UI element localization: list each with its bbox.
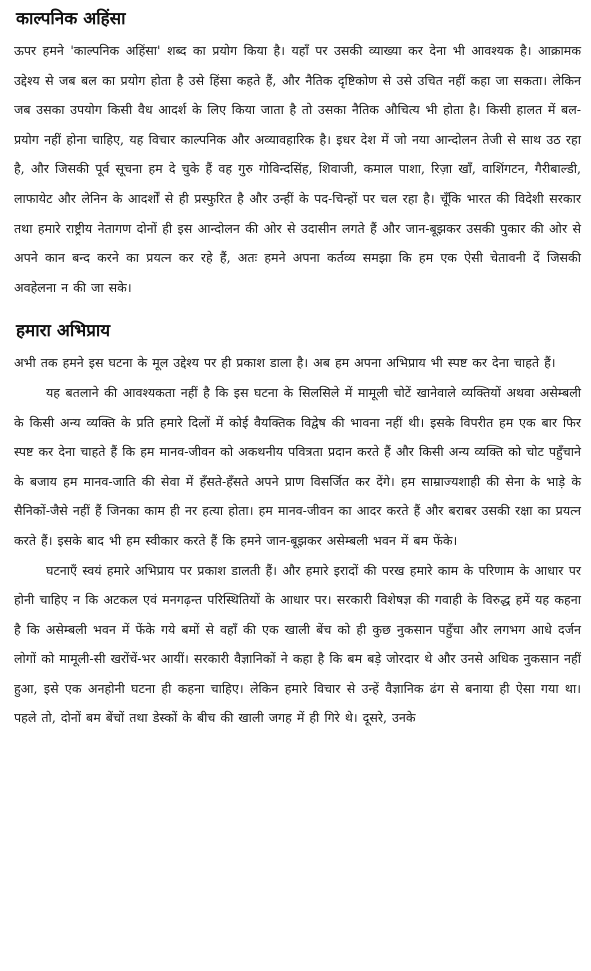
section-heading-imaginary-nonviolence: काल्पनिक अहिंसा — [16, 9, 126, 29]
paragraph-no-personal-malice: यह बतलाने की आवश्यकता नहीं है कि इस घटना के सिलसिले में मामूली चोटें खानेवाले व्यक्तियों अथवा असेम्बली के किसी अन्य व्यक्ति के प्रति हमारे दिलों में कोई वैयक्तिक विद्वेष की भावना नहीं थी। इसके विपरीत हम एक बार फिर स्पष्ट कर देना चाहते हैं कि हम मानव-जीवन को अकथनीय पवित्रता प्रदान करते हैं और किसी अन्य व्यक्ति को चोट पहुँचाने के बजाय हम मानव-जाति की सेवा में हँसते-हँसते अपने प्राण विसर्जित कर देंगे। हम साम्राज्यशाही की सेना के भाड़े के सैनिकों-जैसे नहीं हैं जिनका काम ही नर हत्या होता। हम मानव-जीवन का आदर करते हैं और बराबर उसकी रक्षा का प्रयत्न करते हैं। इसके बाद भी हम स्वीकार करते हैं कि हमने जान-बूझकर असेम्बली भवन में बम फेंके। — [14, 384, 581, 548]
paragraph-imaginary-nonviolence: ऊपर हमने 'काल्पनिक अहिंसा' शब्द का प्रयोग किया है। यहाँ पर उसकी व्याख्या कर देना भी आवश्यक है। आक्रामक उद्देश्य से जब बल का प्रयोग होता है उसे हिंसा कहते हैं, और नैतिक दृष्टिकोण से उसे उचित नहीं कहा जा सकता। लेकिन जब उसका उपयोग किसी वैध आदर्श के लिए किया जाता है तो उसका नैतिक औचित्य भी होता है। किसी हालत में बल-प्रयोग नहीं होना चाहिए, यह विचार काल्पनिक और अव्यावहारिक है। इधर देश में जो नया आन्दोलन तेजी से साथ उठ रहा है, और जिसकी पूर्व सूचना हम दे चुके हैं वह गुरु गोविन्दसिंह, शिवाजी, कमाल पाशा, रिज़ा खाँ, वाशिंगटन, गैरीबाल्डी, लाफायेट और लेनिन के आदर्शों से ही प्रस्फुरित है और उन्हीं के पद-चिन्हों पर चल रहा है। चूँकि भारत की विदेशी सरकार तथा हमारे राष्ट्रीय नेतागण दोनों ही इस आन्दोलन की ओर से उदासीन लगते हैं और जान-बूझकर उसकी पुकार की ओर से अपने कान बन्द करने का प्रयत्न कर रहे हैं, अतः हमने अपना कर्तव्य समझा कि हम एक ऐसी चेतावनी दें जिसकी अवहेलना न की जा सके। — [14, 43, 581, 295]
section-spacer — [14, 302, 581, 318]
section-heading-our-intention: हमारा अभिप्राय — [16, 321, 111, 342]
paragraph-events-speak: घटनाएँ स्वयं हमारे अभिप्राय पर प्रकाश डालती हैं। और हमारे इरादों की परख हमारे काम के परिणाम के आधार पर होनी चाहिए न कि अटकल एवं मनगढ़न्त परिस्थितियों के आधार पर। सरकारी विशेषज्ञ की गवाही के विरुद्ध हमें यह कहना है कि असेम्बली भवन में फेंके गये बमों से वहाँ की एक खाली बेंच को ही कुछ नुकसान पहुँचा और लगभग आधे दर्जन लोगों को मामूली-सी खरोंचें-भर आयीं। सरकारी वैज्ञानिकों ने कहा है कि बम बड़े जोरदार थे और उनसे अधिक नुकसान नहीं हुआ, इसे एक अनहोनी घटना ही कहना चाहिए। लेकिन हमारे विचार से उन्हें वैज्ञानिक ढंग से बनाया ही ऐसा गया था। पहले तो, दोनों बम बेंचों तथा डेस्कों के बीच की खाली जगह में ही गिरे थे। दूसरे, उनके — [14, 562, 581, 726]
paragraph-intention-intro: अभी तक हमने इस घटना के मूल उद्देश्य पर ही प्रकाश डाला है। अब हम अपना अभिप्राय भी स्पष्ट कर देना चाहते हैं। — [14, 355, 556, 371]
